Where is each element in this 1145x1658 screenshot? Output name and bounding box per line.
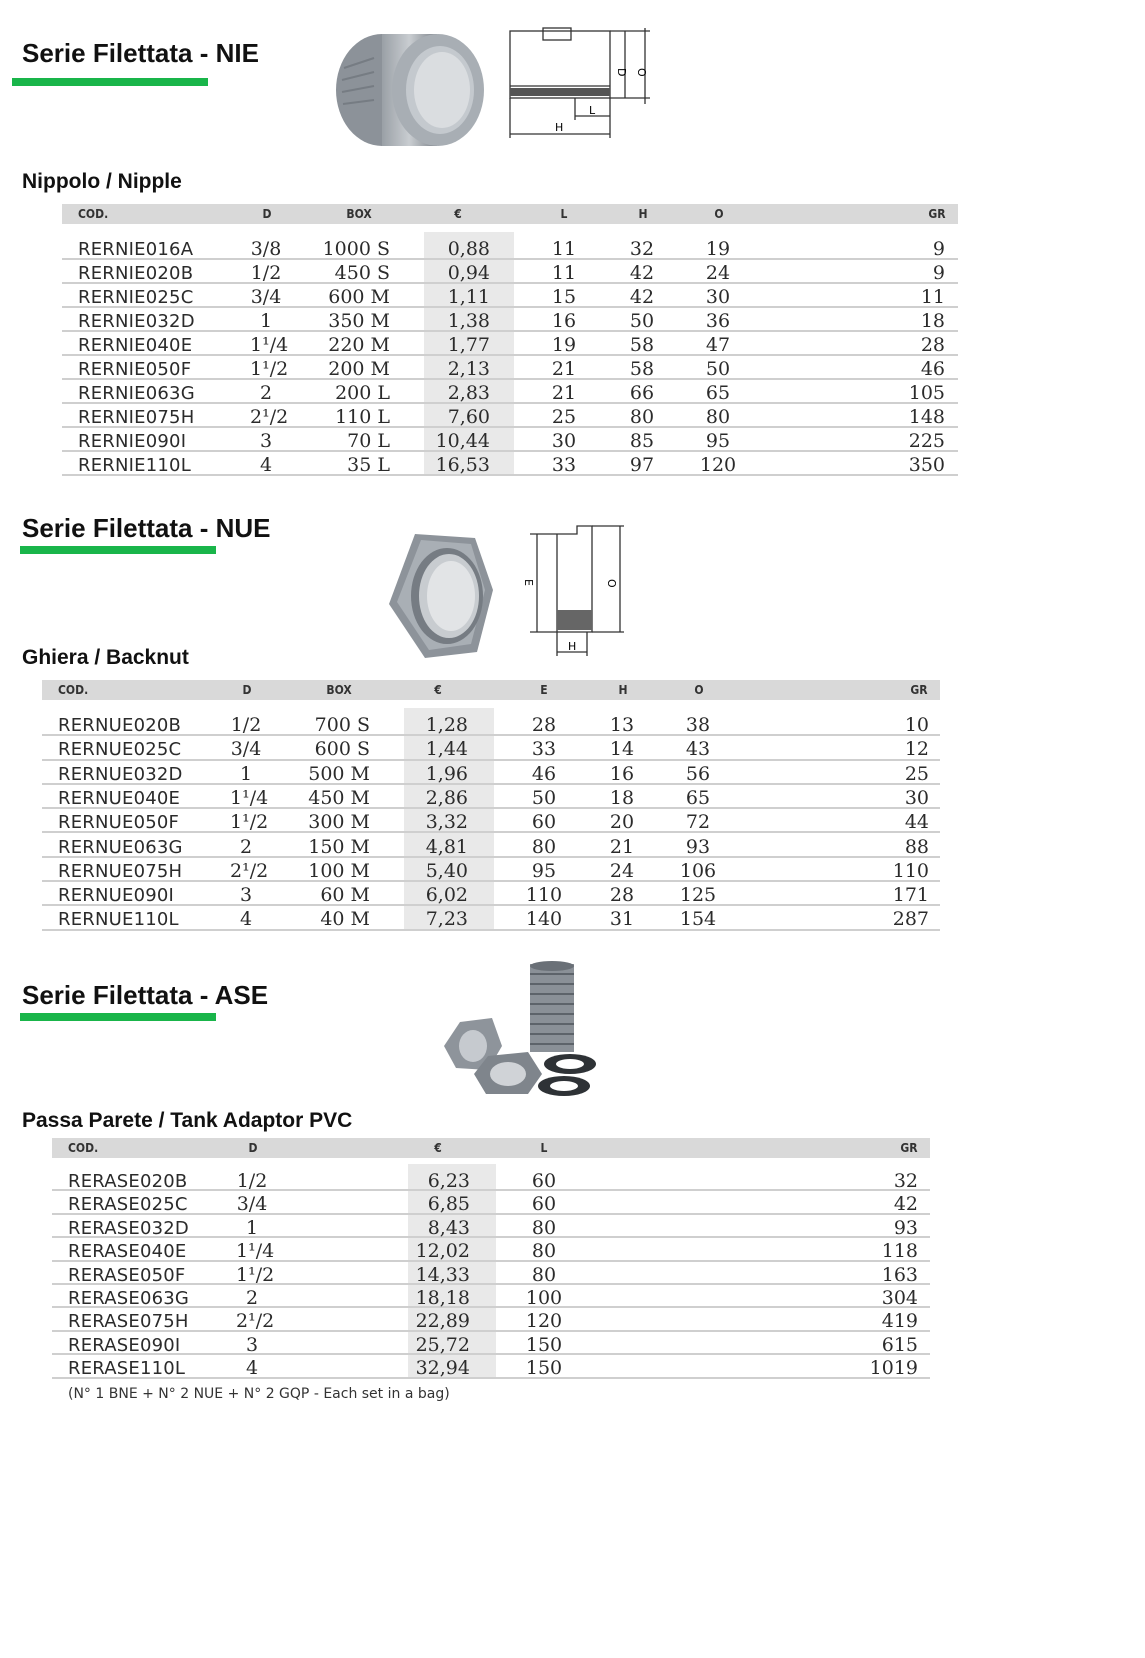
table-cell: RERASE020B — [68, 1171, 188, 1192]
table-cell: RERNUE025C — [58, 739, 182, 761]
table-cell: 46 — [531, 762, 557, 785]
table-cell: 50 — [705, 358, 731, 380]
table-cell: 20 — [609, 811, 635, 834]
table-cell: 32 — [629, 238, 655, 260]
column-header: GR — [900, 1141, 918, 1155]
table-cell: 2 — [239, 835, 253, 858]
table-cell: RERNIE040E — [78, 335, 193, 356]
table-cell: 3/4 — [230, 738, 262, 761]
table-cell: 350 M — [328, 310, 390, 332]
table-cell: 1,28 — [425, 714, 468, 736]
table-cell: 40 M — [320, 908, 370, 931]
table-cell: 3,32 — [425, 811, 468, 834]
column-header: D — [242, 683, 252, 697]
table-cell: 36 — [705, 310, 731, 332]
column-header: H — [618, 683, 628, 697]
table-cell: RERNUE075H — [58, 860, 183, 882]
table-cell: 46 — [920, 358, 945, 380]
table-cell: 4 — [245, 1357, 259, 1380]
table-cell: 1000 S — [322, 238, 390, 260]
table-cell: 4 — [239, 908, 253, 931]
table-cell: 33 — [531, 738, 557, 761]
table-cell: 12,02 — [415, 1240, 470, 1263]
table-cell: 80 — [531, 1216, 557, 1239]
table-cell: 0,94 — [447, 262, 490, 284]
column-header: GR — [928, 207, 946, 221]
table-cell: RERNIE075H — [78, 407, 195, 428]
table-row — [52, 1308, 930, 1331]
table-cell: 200 L — [335, 382, 390, 404]
table-cell: 21 — [551, 358, 577, 380]
column-header: COD. — [68, 1141, 99, 1155]
table-cell: 21 — [551, 382, 577, 404]
table-cell: 7,60 — [447, 406, 490, 428]
table-cell: 93 — [685, 835, 711, 858]
table-cell: 1,96 — [425, 762, 468, 785]
table-row — [42, 809, 940, 833]
table-cell: 450 M — [308, 786, 370, 809]
table-cell: 1¹/4 — [236, 1240, 275, 1263]
column-header: € — [434, 683, 442, 697]
table-cell: RERNUE020B — [58, 715, 182, 736]
table-row — [42, 858, 940, 882]
table-cell: 200 M — [328, 358, 390, 380]
table-cell: 80 — [531, 1263, 557, 1286]
table-cell: 2,86 — [425, 786, 468, 809]
table-cell: 50 — [531, 786, 557, 809]
table-row — [62, 308, 958, 332]
table-cell: 4 — [259, 454, 273, 476]
table-cell: 3 — [245, 1333, 259, 1356]
table-cell: 2¹/2 — [250, 406, 289, 428]
subtitle-nie: Nippolo / Nipple — [22, 170, 182, 193]
column-header: BOX — [326, 683, 352, 697]
table-cell: 171 — [892, 884, 929, 907]
table-cell: 3 — [259, 430, 273, 452]
table-row — [42, 906, 940, 930]
table-row — [52, 1215, 930, 1238]
table-cell: RERNIE050F — [78, 359, 192, 380]
nipple-photo — [330, 28, 490, 152]
table-cell: 140 — [525, 908, 563, 931]
table-cell: 35 L — [347, 454, 390, 476]
table-row — [62, 236, 958, 260]
table-cell: 2 — [259, 382, 273, 404]
table-cell: 72 — [685, 811, 711, 834]
table-cell: 58 — [629, 334, 655, 356]
table-cell: 163 — [881, 1263, 918, 1286]
table-cell: 106 — [679, 859, 717, 882]
column-header: O — [694, 683, 704, 697]
table-cell: 10 — [904, 714, 929, 736]
table-row — [52, 1262, 930, 1285]
table-cell: 600 M — [328, 286, 390, 308]
table-row — [42, 712, 940, 736]
table-cell: 3/4 — [236, 1193, 268, 1216]
column-header: D — [262, 207, 272, 221]
table-cell: 28 — [531, 714, 557, 736]
table-cell: 42 — [893, 1193, 918, 1216]
column-header: L — [540, 1141, 548, 1155]
title-underline — [12, 78, 208, 86]
table-cell: 70 L — [347, 430, 390, 452]
table-cell: 1¹/4 — [230, 786, 269, 809]
table-cell: RERNUE050F — [58, 812, 180, 834]
table-cell: 225 — [908, 430, 945, 452]
backnut-photo — [385, 530, 495, 662]
table-cell: 110 — [892, 859, 929, 882]
tank-adaptor-photo — [442, 960, 602, 1100]
table-cell: 700 S — [314, 714, 370, 736]
diagram-label-o: O — [605, 579, 618, 588]
table-cell: 9 — [932, 238, 945, 260]
table-cell: 32 — [893, 1170, 918, 1192]
table-cell: 19 — [551, 334, 577, 356]
table-cell: RERNUE090I — [58, 885, 175, 907]
diagram-label-e: E — [522, 579, 535, 586]
table-cell: 2 — [245, 1287, 259, 1309]
table-cell: 110 L — [335, 406, 390, 428]
table-cell: 60 — [531, 1193, 557, 1216]
table-cell: 44 — [904, 811, 929, 834]
table-row — [52, 1191, 930, 1214]
column-header: L — [560, 207, 568, 221]
table-cell: 1¹/2 — [236, 1263, 275, 1286]
table-cell: 2¹/2 — [236, 1310, 275, 1333]
table-cell: 80 — [629, 406, 655, 428]
table-cell: RERASE040E — [68, 1241, 187, 1263]
table-cell: 14 — [609, 738, 635, 761]
table-cell: 6,02 — [425, 884, 468, 907]
table-cell: 615 — [881, 1333, 918, 1356]
table-cell: 58 — [629, 358, 655, 380]
table-cell: RERASE063G — [68, 1288, 190, 1309]
table-cell: 9 — [932, 262, 945, 284]
table-cell: 85 — [629, 430, 655, 452]
table-cell: 120 — [699, 454, 737, 476]
table-row — [62, 284, 958, 308]
table-cell: RERASE025C — [68, 1194, 188, 1216]
table-cell: 19 — [705, 238, 731, 260]
column-header: COD. — [78, 207, 109, 221]
table-cell: 30 — [551, 430, 577, 452]
table-header — [42, 680, 940, 700]
table-cell: 4,81 — [425, 835, 468, 858]
table-cell: 125 — [679, 884, 717, 907]
table-row — [62, 452, 958, 476]
table-cell: 50 — [629, 310, 655, 332]
table-cell: 3/8 — [250, 238, 282, 260]
table-cell: 28 — [920, 334, 945, 356]
table-cell: 42 — [629, 286, 655, 308]
table-cell: RERNIE063G — [78, 383, 195, 404]
table-cell: 3 — [239, 884, 253, 907]
table-cell: 150 — [525, 1357, 563, 1380]
table-cell: 150 — [525, 1333, 563, 1356]
table-cell: 30 — [904, 786, 929, 809]
table-cell: 15 — [551, 286, 577, 308]
table-cell: 16 — [551, 310, 577, 332]
column-header: GR — [910, 683, 928, 697]
table-cell: 150 M — [308, 835, 370, 858]
diagram-label-h: H — [555, 121, 564, 134]
nipple-technical-drawing — [505, 26, 655, 146]
set-note: (N° 1 BNE + N° 2 NUE + N° 2 GQP - Each set in a bag) — [68, 1386, 450, 1402]
table-cell: 2¹/2 — [230, 859, 269, 882]
table-cell: RERNIE110L — [78, 455, 191, 476]
table-cell: 5,40 — [425, 859, 468, 882]
table-cell: 287 — [892, 908, 929, 931]
table-cell: RERNIE025C — [78, 287, 194, 308]
column-header: € — [454, 207, 462, 221]
table-cell: 30 — [705, 286, 731, 308]
column-header: O — [714, 207, 724, 221]
table-cell: 100 M — [308, 859, 370, 882]
subtitle-ase: Passa Parete / Tank Adaptor PVC — [22, 1109, 353, 1132]
table-cell: RERNUE063G — [58, 836, 183, 858]
column-header: € — [434, 1141, 442, 1155]
table-row — [42, 834, 940, 858]
table-cell: RERNIE020B — [78, 263, 194, 284]
table-cell: 3/4 — [250, 286, 282, 308]
table-cell: 93 — [893, 1216, 918, 1239]
table-cell: 8,43 — [427, 1216, 470, 1239]
table-cell: 600 S — [314, 738, 370, 761]
table-cell: 65 — [685, 786, 711, 809]
table-cell: RERASE032D — [68, 1217, 189, 1239]
table-cell: 1 — [239, 762, 253, 785]
table-cell: 25 — [551, 406, 577, 428]
title-underline — [20, 546, 216, 554]
table-cell: 66 — [629, 382, 655, 404]
table-row — [42, 882, 940, 906]
table-header — [52, 1138, 930, 1158]
table-cell: RERNIE032D — [78, 311, 195, 332]
table-cell: 80 — [705, 406, 731, 428]
table-cell: 154 — [679, 908, 717, 931]
table-cell: RERNIE016A — [78, 239, 194, 260]
column-header: D — [248, 1141, 258, 1155]
table-cell: 95 — [531, 859, 557, 882]
table-cell: 2,13 — [447, 358, 490, 380]
table-cell: 1/2 — [230, 714, 262, 736]
column-header: COD. — [58, 683, 89, 697]
table-cell: RERNUE110L — [58, 909, 179, 931]
table-cell: 350 — [908, 454, 945, 476]
table-cell: 419 — [881, 1310, 918, 1333]
table-cell: 42 — [629, 262, 655, 284]
table-cell: 56 — [685, 762, 711, 785]
table-cell: 1 — [245, 1216, 259, 1239]
diagram-label-h: H — [568, 640, 577, 653]
table-header — [62, 204, 958, 224]
diagram-label-d: D — [615, 68, 628, 77]
table-cell: 88 — [904, 835, 929, 858]
title-underline — [20, 1013, 216, 1021]
table-cell: RERASE110L — [68, 1358, 186, 1380]
table-cell: 28 — [609, 884, 635, 907]
table-cell: 300 M — [308, 811, 370, 834]
column-header: E — [540, 683, 548, 697]
table-cell: 304 — [881, 1287, 918, 1309]
table-cell: 1¹/4 — [250, 334, 289, 356]
section-title-ase: Serie Filettata - ASE — [22, 980, 269, 1010]
table-cell: 6,85 — [427, 1193, 470, 1216]
table-cell: 1¹/2 — [230, 811, 269, 834]
table-cell: 16 — [609, 762, 635, 785]
table-row — [42, 736, 940, 760]
table-cell: 11 — [920, 286, 945, 308]
table-cell: 43 — [685, 738, 711, 761]
table-cell: 0,88 — [447, 238, 490, 260]
table-cell: 25,72 — [415, 1333, 470, 1356]
table-cell: 500 M — [308, 762, 370, 785]
table-cell: 12 — [904, 738, 929, 761]
table-cell: 60 — [531, 811, 557, 834]
table-cell: 18 — [920, 310, 945, 332]
table-cell: 1019 — [869, 1357, 918, 1380]
table-cell: 14,33 — [415, 1263, 470, 1286]
table-cell: 60 M — [320, 884, 370, 907]
table-cell: 25 — [904, 762, 929, 785]
table-cell: RERNUE032D — [58, 763, 183, 785]
subtitle-nue: Ghiera / Backnut — [22, 646, 189, 669]
table-cell: 118 — [881, 1240, 918, 1263]
table-cell: 65 — [705, 382, 731, 404]
table-cell: 1¹/2 — [250, 358, 289, 380]
table-cell: 1/2 — [236, 1170, 268, 1192]
table-row — [42, 785, 940, 809]
table-row — [52, 1355, 930, 1378]
table-cell: 105 — [908, 382, 945, 404]
table-cell: 220 M — [328, 334, 390, 356]
table-cell: 97 — [629, 454, 655, 476]
table-cell: 120 — [525, 1310, 563, 1333]
table-cell: 1 — [259, 310, 273, 332]
table-cell: 18 — [609, 786, 635, 809]
diagram-label-l: L — [589, 104, 596, 117]
backnut-technical-drawing — [522, 524, 632, 659]
table-cell: 100 — [525, 1287, 563, 1309]
table-cell: 7,23 — [425, 908, 468, 931]
table-row — [62, 260, 958, 284]
table-row — [52, 1238, 930, 1261]
table-cell: 1,38 — [447, 310, 490, 332]
table-cell: 2,83 — [447, 382, 490, 404]
table-row — [52, 1168, 930, 1191]
table-cell: 31 — [609, 908, 635, 931]
table-cell: 95 — [705, 430, 731, 452]
table-cell: 13 — [609, 714, 635, 736]
table-row — [62, 332, 958, 356]
table-cell: 22,89 — [415, 1310, 470, 1333]
table-cell: 18,18 — [415, 1287, 470, 1309]
column-header: H — [638, 207, 648, 221]
table-row — [62, 356, 958, 380]
table-cell: 148 — [908, 406, 945, 428]
table-cell: 80 — [531, 835, 557, 858]
table-cell: RERASE075H — [68, 1311, 189, 1333]
table-cell: 10,44 — [435, 430, 490, 452]
table-cell: 1,44 — [425, 738, 468, 761]
table-row — [42, 761, 940, 785]
table-cell: RERNIE090I — [78, 431, 187, 452]
table-cell: 47 — [705, 334, 731, 356]
table-cell: 1/2 — [250, 262, 282, 284]
table-cell: 60 — [531, 1170, 557, 1192]
table-cell: 32,94 — [415, 1357, 470, 1380]
table-row — [62, 428, 958, 452]
table-row — [62, 380, 958, 404]
table-row — [52, 1285, 930, 1308]
table-cell: RERNUE040E — [58, 787, 181, 809]
column-header: BOX — [346, 207, 372, 221]
section-title-nue: Serie Filettata - NUE — [22, 513, 271, 543]
table-cell: 16,53 — [435, 454, 490, 476]
table-cell: 38 — [685, 714, 711, 736]
table-cell: 11 — [551, 262, 577, 284]
table-cell: RERASE090I — [68, 1334, 181, 1356]
table-cell: 1,77 — [447, 334, 490, 356]
table-cell: 33 — [551, 454, 577, 476]
diagram-label-o: O — [635, 68, 648, 77]
table-cell: 6,23 — [427, 1170, 470, 1192]
section-title-nie: Serie Filettata - NIE — [22, 38, 259, 68]
table-cell: 80 — [531, 1240, 557, 1263]
table-cell: 24 — [609, 859, 635, 882]
table-cell: RERASE050F — [68, 1264, 186, 1286]
table-cell: 110 — [525, 884, 563, 907]
table-cell: 21 — [609, 835, 635, 858]
table-row — [52, 1332, 930, 1355]
table-cell: 24 — [705, 262, 731, 284]
table-cell: 11 — [551, 238, 577, 260]
table-cell: 1,11 — [447, 286, 490, 308]
table-row — [62, 404, 958, 428]
table-cell: 450 S — [334, 262, 390, 284]
